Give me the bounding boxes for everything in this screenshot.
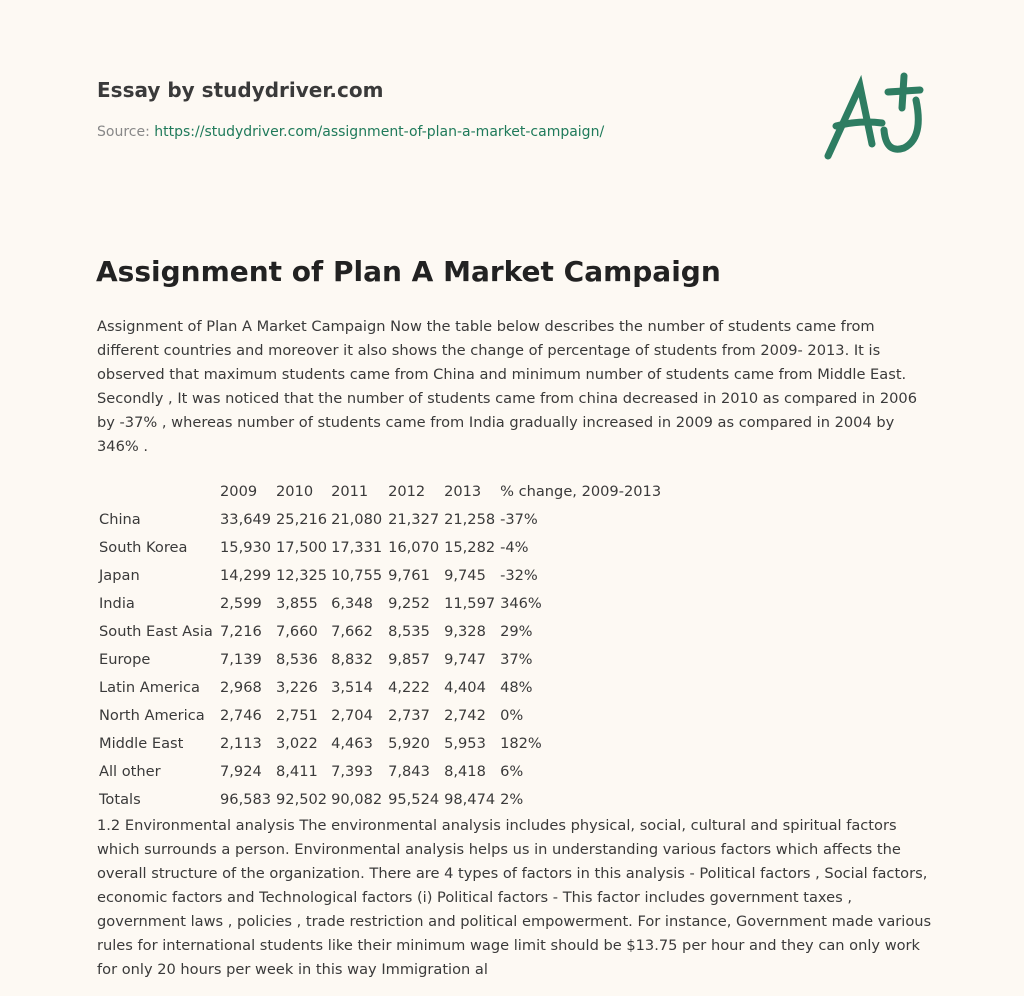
table-cell: 9,252 [388, 594, 430, 612]
table-cell: 21,080 [331, 510, 383, 528]
table-cell: 4,404 [444, 678, 486, 696]
table-cell: 98,474 [444, 790, 496, 808]
body-paragraph: 1.2 Environmental analysis The environmental analysis includes physical, social, cultural and spiritual factors which surrounds a person. Environmental analysis helps us in understanding various factors which affects the overall structure of the organization. There are 4 types of factors in this analysis - Political factors , Social factors, economic factors and Technological factors (i) Political factors - This factor includes government taxes , government laws , policies , trade restriction and political empowerment. For instance, Government made various rules for international students like their minimum wage limit should be $13.75 per hour and they can only work for only 20 hours per week in this way Immigration al [97, 817, 932, 978]
column-header: 2009 [220, 482, 258, 500]
table-cell: 7,660 [276, 622, 318, 640]
table-cell: 9,747 [444, 650, 486, 668]
table-row [97, 561, 663, 589]
table-cell: 4,222 [388, 678, 430, 696]
table-cell: 12,325 [276, 566, 328, 584]
table-cell: 182% [500, 734, 542, 752]
table-cell: 48% [500, 678, 533, 696]
table-cell: 5,953 [444, 734, 486, 752]
table-header-row [97, 477, 663, 505]
table-cell: Totals [99, 790, 141, 808]
column-header: 2012 [388, 482, 426, 500]
table-cell: 21,258 [444, 510, 496, 528]
table-cell: 2% [500, 790, 524, 808]
table-cell: 16,070 [388, 538, 440, 556]
article-title: Assignment of Plan A Market Campaign [96, 255, 721, 288]
table-cell: China [99, 510, 141, 528]
table-cell: 2,704 [331, 706, 373, 724]
a-plus-logo-icon [820, 68, 930, 172]
table-cell: 15,930 [220, 538, 272, 556]
column-header: 2013 [444, 482, 482, 500]
table-cell: 3,855 [276, 594, 318, 612]
table-cell: 10,755 [331, 566, 383, 584]
table-cell: 8,536 [276, 650, 318, 668]
table-cell: South East Asia [99, 622, 213, 640]
table-cell: 2,599 [220, 594, 262, 612]
table-cell: 9,857 [388, 650, 430, 668]
table-cell: 33,649 [220, 510, 272, 528]
table-cell: 95,524 [388, 790, 440, 808]
table-cell: 8,832 [331, 650, 373, 668]
table-cell: 9,761 [388, 566, 430, 584]
table-cell: 7,139 [220, 650, 262, 668]
table-cell: 3,022 [276, 734, 318, 752]
column-header: 2011 [331, 482, 369, 500]
table-row [97, 617, 663, 645]
table-cell: 37% [500, 650, 533, 668]
table-row [97, 505, 663, 533]
table-cell: -37% [500, 510, 538, 528]
column-header [97, 477, 218, 505]
table-cell: North America [99, 706, 205, 724]
table-cell: 15,282 [444, 538, 496, 556]
source-label: Source: [97, 124, 150, 140]
column-header: 2010 [276, 482, 314, 500]
table-cell: 90,082 [331, 790, 383, 808]
table-cell: 8,535 [388, 622, 430, 640]
table-cell: 17,331 [331, 538, 383, 556]
table-cell: India [99, 594, 135, 612]
table-row [97, 645, 663, 673]
table-cell: South Korea [99, 538, 188, 556]
table-cell: 6,348 [331, 594, 373, 612]
table-row [97, 533, 663, 561]
table-cell: 2,968 [220, 678, 262, 696]
table-cell: Japan [99, 566, 140, 584]
table-cell: -32% [500, 566, 538, 584]
table-cell: 7,216 [220, 622, 262, 640]
table-cell: 3,226 [276, 678, 318, 696]
intro-paragraph: Assignment of Plan A Market Campaign Now the table below describes the number of students came from different countries and moreover it also shows the change of percentage of students from 2009- 2013. It is observed that maximum students came from China and minimum number of students came from Middle East. Secondly , It was noticed that the number of students came from china decreased in 2010 as compared in 2006 by -37% , whereas number of students came from India gradually increased in 2009 as compared in 2004 by 346% . [97, 318, 917, 455]
site-title: Essay by studydriver.com [97, 78, 384, 102]
table-cell: 6% [500, 762, 524, 780]
table-row [97, 757, 663, 785]
table-cell: 3,514 [331, 678, 373, 696]
table-row [97, 785, 663, 813]
table-cell: 2,737 [388, 706, 430, 724]
table-row [97, 673, 663, 701]
table-cell: 14,299 [220, 566, 272, 584]
table-cell: Europe [99, 650, 151, 668]
column-header: % change, 2009-2013 [500, 482, 662, 500]
table-cell: 92,502 [276, 790, 328, 808]
source-line [97, 124, 604, 140]
table-cell: 4,463 [331, 734, 373, 752]
table-row [97, 701, 663, 729]
table-row [97, 729, 663, 757]
table-row [97, 589, 663, 617]
table-cell: -4% [500, 538, 529, 556]
table-cell: 25,216 [276, 510, 328, 528]
table-cell: 2,742 [444, 706, 486, 724]
table-cell: 0% [500, 706, 524, 724]
source-link[interactable]: https://studydriver.com/assignment-of-plan-a-market-campaign/ [154, 124, 605, 140]
table-cell: 7,924 [220, 762, 262, 780]
table-cell: 2,113 [220, 734, 262, 752]
table-cell: 17,500 [276, 538, 328, 556]
table-cell: 21,327 [388, 510, 440, 528]
table-cell: Latin America [99, 678, 200, 696]
table-cell: 5,920 [388, 734, 430, 752]
table-cell: 346% [500, 594, 542, 612]
table-cell: 8,418 [444, 762, 486, 780]
table-cell: 11,597 [444, 594, 496, 612]
table-cell: 7,843 [388, 762, 430, 780]
table-cell: 29% [500, 622, 533, 640]
table-cell: Middle East [99, 734, 184, 752]
table-cell: 7,662 [331, 622, 373, 640]
table-cell: 9,745 [444, 566, 486, 584]
table-cell: All other [99, 762, 161, 780]
table-cell: 7,393 [331, 762, 373, 780]
table-cell: 8,411 [276, 762, 318, 780]
table-cell: 96,583 [220, 790, 272, 808]
students-table [97, 477, 663, 813]
table-cell: 9,328 [444, 622, 486, 640]
table-cell: 2,751 [276, 706, 318, 724]
table-cell: 2,746 [220, 706, 262, 724]
